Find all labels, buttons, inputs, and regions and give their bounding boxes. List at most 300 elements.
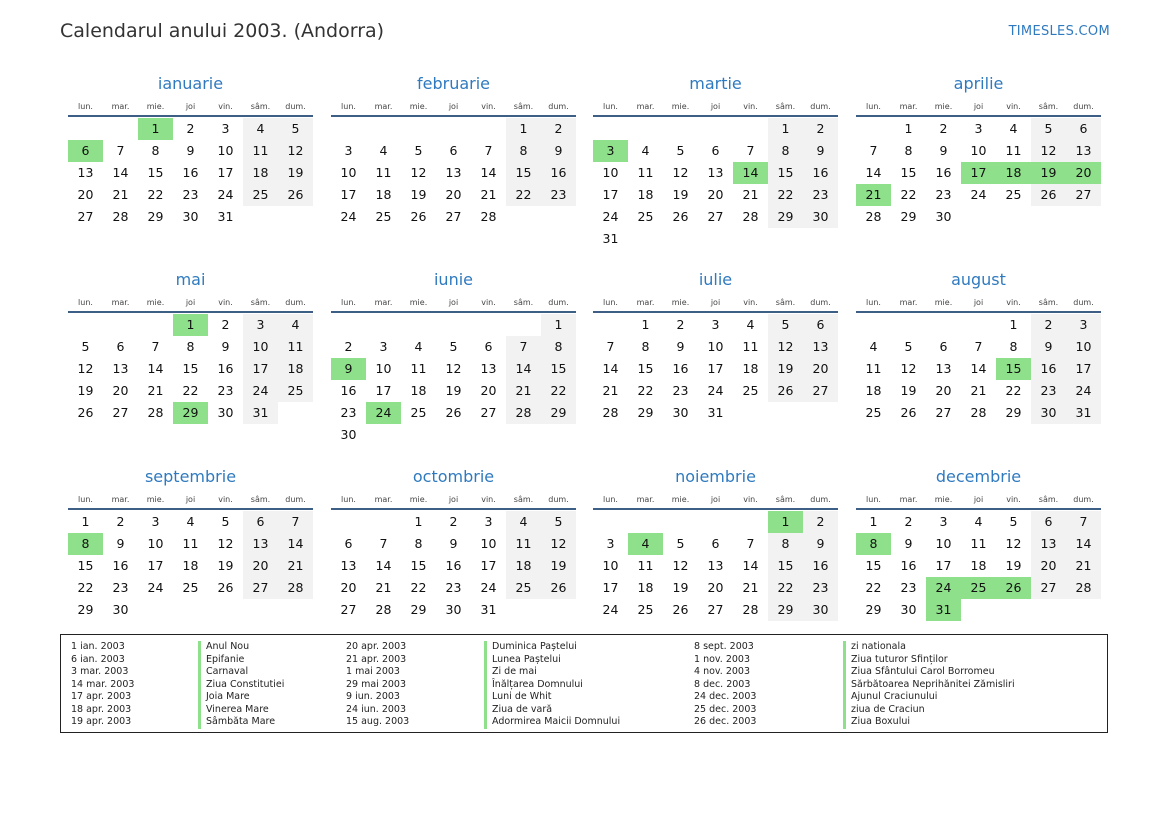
day-cell[interactable]: 17 <box>707 361 724 376</box>
day-cell[interactable]: 24 <box>970 187 987 202</box>
day-cell[interactable]: 14 <box>480 165 497 180</box>
day-cell[interactable]: 14 <box>147 361 164 376</box>
day-cell[interactable]: 16 <box>112 558 129 573</box>
day-cell[interactable]: 28 <box>480 209 497 224</box>
day-cell[interactable]: 28 <box>602 405 619 420</box>
day-cell[interactable]: 16 <box>672 361 689 376</box>
day-cell[interactable]: 22 <box>768 577 803 599</box>
day-cell[interactable]: 8 <box>1009 339 1018 354</box>
day-cell[interactable]: 25 <box>182 580 199 595</box>
day-cell[interactable]: 13 <box>707 165 724 180</box>
day-cell[interactable]: 29 <box>541 402 576 424</box>
day-cell[interactable]: 8 <box>506 140 541 162</box>
day-cell[interactable]: 30 <box>445 602 462 617</box>
day-cell[interactable]: 22 <box>637 383 654 398</box>
day-cell[interactable]: 2 <box>803 511 838 533</box>
day-cell[interactable]: 21 <box>856 184 891 206</box>
day-cell[interactable]: 10 <box>217 143 234 158</box>
day-cell[interactable]: 16 <box>935 165 952 180</box>
day-cell[interactable]: 11 <box>970 536 987 551</box>
day-cell[interactable]: 12 <box>672 165 689 180</box>
day-cell[interactable]: 6 <box>68 140 103 162</box>
day-cell[interactable]: 5 <box>1031 118 1066 140</box>
day-cell[interactable]: 2 <box>803 118 838 140</box>
day-cell[interactable]: 8 <box>68 533 103 555</box>
day-cell[interactable]: 9 <box>221 339 230 354</box>
day-cell[interactable]: 7 <box>484 143 493 158</box>
day-cell[interactable]: 3 <box>711 317 720 332</box>
day-cell[interactable]: 25 <box>243 184 278 206</box>
day-cell[interactable]: 21 <box>742 187 759 202</box>
day-cell[interactable]: 25 <box>637 602 654 617</box>
day-cell[interactable]: 22 <box>865 580 882 595</box>
day-cell[interactable]: 6 <box>711 536 720 551</box>
day-cell[interactable]: 9 <box>803 533 838 555</box>
day-cell[interactable]: 4 <box>641 143 650 158</box>
day-cell[interactable]: 27 <box>1066 184 1101 206</box>
day-cell[interactable]: 3 <box>1066 314 1101 336</box>
day-cell[interactable]: 10 <box>480 536 497 551</box>
day-cell[interactable]: 11 <box>506 533 541 555</box>
day-cell[interactable]: 20 <box>935 383 952 398</box>
day-cell[interactable]: 9 <box>449 536 458 551</box>
day-cell[interactable]: 17 <box>961 162 996 184</box>
day-cell[interactable]: 26 <box>768 380 803 402</box>
day-cell[interactable]: 18 <box>375 187 392 202</box>
day-cell[interactable]: 9 <box>939 143 948 158</box>
day-cell[interactable]: 15 <box>865 558 882 573</box>
day-cell[interactable]: 21 <box>112 187 129 202</box>
day-cell[interactable]: 2 <box>449 514 458 529</box>
day-cell[interactable]: 17 <box>375 383 392 398</box>
day-cell[interactable]: 15 <box>996 358 1031 380</box>
day-cell[interactable]: 24 <box>340 209 357 224</box>
day-cell[interactable]: 18 <box>410 383 427 398</box>
day-cell[interactable]: 20 <box>77 187 94 202</box>
day-cell[interactable]: 27 <box>803 380 838 402</box>
day-cell[interactable]: 15 <box>900 165 917 180</box>
day-cell[interactable]: 15 <box>77 558 94 573</box>
day-cell[interactable]: 27 <box>340 602 357 617</box>
day-cell[interactable]: 24 <box>480 580 497 595</box>
day-cell[interactable]: 3 <box>484 514 493 529</box>
day-cell[interactable]: 6 <box>243 511 278 533</box>
day-cell[interactable]: 4 <box>974 514 983 529</box>
day-cell[interactable]: 2 <box>221 317 230 332</box>
day-cell[interactable]: 6 <box>1066 118 1101 140</box>
day-cell[interactable]: 19 <box>77 383 94 398</box>
day-cell[interactable]: 20 <box>480 383 497 398</box>
day-cell[interactable]: 24 <box>366 402 401 424</box>
day-cell[interactable]: 19 <box>541 555 576 577</box>
day-cell[interactable]: 7 <box>278 511 313 533</box>
day-cell[interactable]: 9 <box>904 536 913 551</box>
day-cell[interactable]: 13 <box>707 558 724 573</box>
day-cell[interactable]: 8 <box>768 533 803 555</box>
day-cell[interactable]: 3 <box>243 314 278 336</box>
day-cell[interactable]: 6 <box>711 143 720 158</box>
day-cell[interactable]: 4 <box>414 339 423 354</box>
day-cell[interactable]: 10 <box>340 165 357 180</box>
day-cell[interactable]: 21 <box>742 580 759 595</box>
day-cell[interactable]: 10 <box>243 336 278 358</box>
day-cell[interactable]: 16 <box>1031 358 1066 380</box>
day-cell[interactable]: 10 <box>602 558 619 573</box>
day-cell[interactable]: 11 <box>410 361 427 376</box>
day-cell[interactable]: 28 <box>742 602 759 617</box>
day-cell[interactable]: 15 <box>147 165 164 180</box>
day-cell[interactable]: 8 <box>541 336 576 358</box>
day-cell[interactable]: 2 <box>344 339 353 354</box>
day-cell[interactable]: 25 <box>865 405 882 420</box>
day-cell[interactable]: 27 <box>480 405 497 420</box>
day-cell[interactable]: 6 <box>449 143 458 158</box>
day-cell[interactable]: 3 <box>221 121 230 136</box>
day-cell[interactable]: 13 <box>243 533 278 555</box>
site-link[interactable]: TIMESLES.COM <box>1008 24 1110 39</box>
day-cell[interactable]: 29 <box>865 602 882 617</box>
day-cell[interactable]: 6 <box>803 314 838 336</box>
day-cell[interactable]: 5 <box>768 314 803 336</box>
day-cell[interactable]: 31 <box>707 405 724 420</box>
day-cell[interactable]: 7 <box>869 143 878 158</box>
day-cell[interactable]: 7 <box>379 536 388 551</box>
day-cell[interactable]: 2 <box>676 317 685 332</box>
day-cell[interactable]: 28 <box>506 402 541 424</box>
day-cell[interactable]: 28 <box>147 405 164 420</box>
day-cell[interactable]: 17 <box>217 165 234 180</box>
day-cell[interactable]: 4 <box>243 118 278 140</box>
day-cell[interactable]: 13 <box>480 361 497 376</box>
day-cell[interactable]: 26 <box>77 405 94 420</box>
day-cell[interactable]: 27 <box>112 405 129 420</box>
day-cell[interactable]: 16 <box>182 165 199 180</box>
day-cell[interactable]: 6 <box>116 339 125 354</box>
day-cell[interactable]: 9 <box>676 339 685 354</box>
day-cell[interactable]: 23 <box>182 187 199 202</box>
day-cell[interactable]: 12 <box>278 140 313 162</box>
day-cell[interactable]: 14 <box>970 361 987 376</box>
day-cell[interactable]: 20 <box>243 555 278 577</box>
day-cell[interactable]: 28 <box>1066 577 1101 599</box>
day-cell[interactable]: 1 <box>506 118 541 140</box>
day-cell[interactable]: 8 <box>186 339 195 354</box>
day-cell[interactable]: 7 <box>151 339 160 354</box>
day-cell[interactable]: 4 <box>628 533 663 555</box>
day-cell[interactable]: 17 <box>602 187 619 202</box>
day-cell[interactable]: 29 <box>900 209 917 224</box>
day-cell[interactable]: 19 <box>900 383 917 398</box>
day-cell[interactable]: 10 <box>935 536 952 551</box>
day-cell[interactable]: 23 <box>803 184 838 206</box>
day-cell[interactable]: 25 <box>278 380 313 402</box>
day-cell[interactable]: 29 <box>637 405 654 420</box>
day-cell[interactable]: 13 <box>1066 140 1101 162</box>
day-cell[interactable]: 26 <box>672 602 689 617</box>
day-cell[interactable]: 1 <box>138 118 173 140</box>
day-cell[interactable]: 4 <box>186 514 195 529</box>
day-cell[interactable]: 1 <box>768 511 803 533</box>
day-cell[interactable]: 19 <box>672 580 689 595</box>
day-cell[interactable]: 26 <box>1031 184 1066 206</box>
day-cell[interactable]: 18 <box>506 555 541 577</box>
day-cell[interactable]: 15 <box>506 162 541 184</box>
day-cell[interactable]: 11 <box>637 165 654 180</box>
day-cell[interactable]: 29 <box>77 602 94 617</box>
day-cell[interactable]: 30 <box>112 602 129 617</box>
day-cell[interactable]: 24 <box>926 577 961 599</box>
day-cell[interactable]: 25 <box>1005 187 1022 202</box>
day-cell[interactable]: 23 <box>1031 380 1066 402</box>
day-cell[interactable]: 19 <box>217 558 234 573</box>
day-cell[interactable]: 31 <box>480 602 497 617</box>
day-cell[interactable]: 13 <box>935 361 952 376</box>
day-cell[interactable]: 20 <box>803 358 838 380</box>
day-cell[interactable]: 16 <box>340 383 357 398</box>
day-cell[interactable]: 19 <box>410 187 427 202</box>
day-cell[interactable]: 27 <box>707 602 724 617</box>
day-cell[interactable]: 27 <box>243 577 278 599</box>
day-cell[interactable]: 12 <box>1005 536 1022 551</box>
day-cell[interactable]: 17 <box>1066 358 1101 380</box>
day-cell[interactable]: 26 <box>541 577 576 599</box>
day-cell[interactable]: 30 <box>803 206 838 228</box>
day-cell[interactable]: 12 <box>900 361 917 376</box>
day-cell[interactable]: 30 <box>672 405 689 420</box>
day-cell[interactable]: 13 <box>803 336 838 358</box>
day-cell[interactable]: 24 <box>602 602 619 617</box>
day-cell[interactable]: 22 <box>506 184 541 206</box>
day-cell[interactable]: 1 <box>414 514 423 529</box>
day-cell[interactable]: 17 <box>480 558 497 573</box>
day-cell[interactable]: 8 <box>641 339 650 354</box>
day-cell[interactable]: 11 <box>865 361 882 376</box>
day-cell[interactable]: 24 <box>707 383 724 398</box>
day-cell[interactable]: 14 <box>1066 533 1101 555</box>
day-cell[interactable]: 23 <box>935 187 952 202</box>
day-cell[interactable]: 11 <box>375 165 392 180</box>
day-cell[interactable]: 27 <box>77 209 94 224</box>
day-cell[interactable]: 5 <box>278 118 313 140</box>
day-cell[interactable]: 3 <box>606 536 615 551</box>
day-cell[interactable]: 16 <box>445 558 462 573</box>
day-cell[interactable]: 1 <box>1009 317 1018 332</box>
day-cell[interactable]: 15 <box>410 558 427 573</box>
day-cell[interactable]: 11 <box>1005 143 1022 158</box>
day-cell[interactable]: 12 <box>217 536 234 551</box>
day-cell[interactable]: 21 <box>1066 555 1101 577</box>
day-cell[interactable]: 26 <box>217 580 234 595</box>
day-cell[interactable]: 14 <box>733 162 768 184</box>
day-cell[interactable]: 12 <box>1031 140 1066 162</box>
day-cell[interactable]: 30 <box>217 405 234 420</box>
day-cell[interactable]: 23 <box>340 405 357 420</box>
day-cell[interactable]: 10 <box>147 536 164 551</box>
day-cell[interactable]: 11 <box>637 558 654 573</box>
day-cell[interactable]: 15 <box>541 358 576 380</box>
day-cell[interactable]: 25 <box>961 577 996 599</box>
day-cell[interactable]: 19 <box>768 358 803 380</box>
day-cell[interactable]: 17 <box>340 187 357 202</box>
day-cell[interactable]: 7 <box>116 143 125 158</box>
day-cell[interactable]: 29 <box>173 402 208 424</box>
day-cell[interactable]: 14 <box>278 533 313 555</box>
day-cell[interactable]: 27 <box>1031 577 1066 599</box>
day-cell[interactable]: 20 <box>707 187 724 202</box>
day-cell[interactable]: 10 <box>970 143 987 158</box>
day-cell[interactable]: 18 <box>243 162 278 184</box>
day-cell[interactable]: 21 <box>375 580 392 595</box>
day-cell[interactable]: 4 <box>1009 121 1018 136</box>
day-cell[interactable]: 28 <box>112 209 129 224</box>
day-cell[interactable]: 3 <box>151 514 160 529</box>
day-cell[interactable]: 14 <box>375 558 392 573</box>
day-cell[interactable]: 29 <box>410 602 427 617</box>
day-cell[interactable]: 9 <box>186 143 195 158</box>
day-cell[interactable]: 23 <box>541 184 576 206</box>
day-cell[interactable]: 13 <box>1031 533 1066 555</box>
day-cell[interactable]: 20 <box>445 187 462 202</box>
day-cell[interactable]: 12 <box>77 361 94 376</box>
day-cell[interactable]: 7 <box>746 143 755 158</box>
day-cell[interactable]: 11 <box>243 140 278 162</box>
day-cell[interactable]: 13 <box>340 558 357 573</box>
day-cell[interactable]: 23 <box>672 383 689 398</box>
day-cell[interactable]: 26 <box>900 405 917 420</box>
day-cell[interactable]: 5 <box>676 143 685 158</box>
day-cell[interactable]: 19 <box>1031 162 1066 184</box>
day-cell[interactable]: 2 <box>904 514 913 529</box>
day-cell[interactable]: 21 <box>480 187 497 202</box>
day-cell[interactable]: 6 <box>1031 511 1066 533</box>
day-cell[interactable]: 6 <box>344 536 353 551</box>
day-cell[interactable]: 14 <box>506 358 541 380</box>
day-cell[interactable]: 29 <box>147 209 164 224</box>
day-cell[interactable]: 19 <box>278 162 313 184</box>
day-cell[interactable]: 14 <box>602 361 619 376</box>
day-cell[interactable]: 1 <box>541 314 576 336</box>
day-cell[interactable]: 26 <box>996 577 1031 599</box>
day-cell[interactable]: 5 <box>541 511 576 533</box>
day-cell[interactable]: 14 <box>742 558 759 573</box>
day-cell[interactable]: 1 <box>768 118 803 140</box>
day-cell[interactable]: 12 <box>768 336 803 358</box>
day-cell[interactable]: 10 <box>1066 336 1101 358</box>
day-cell[interactable]: 15 <box>768 555 803 577</box>
day-cell[interactable]: 10 <box>375 361 392 376</box>
day-cell[interactable]: 30 <box>340 427 357 442</box>
day-cell[interactable]: 5 <box>904 339 913 354</box>
day-cell[interactable]: 13 <box>77 165 94 180</box>
day-cell[interactable]: 3 <box>974 121 983 136</box>
day-cell[interactable]: 12 <box>410 165 427 180</box>
day-cell[interactable]: 16 <box>803 162 838 184</box>
day-cell[interactable]: 11 <box>182 536 199 551</box>
day-cell[interactable]: 26 <box>672 209 689 224</box>
day-cell[interactable]: 9 <box>1031 336 1066 358</box>
day-cell[interactable]: 18 <box>970 558 987 573</box>
day-cell[interactable]: 23 <box>803 577 838 599</box>
day-cell[interactable]: 9 <box>541 140 576 162</box>
day-cell[interactable]: 22 <box>77 580 94 595</box>
day-cell[interactable]: 22 <box>1005 383 1022 398</box>
day-cell[interactable]: 8 <box>151 143 160 158</box>
day-cell[interactable]: 11 <box>278 336 313 358</box>
day-cell[interactable]: 22 <box>900 187 917 202</box>
day-cell[interactable]: 27 <box>445 209 462 224</box>
day-cell[interactable]: 30 <box>182 209 199 224</box>
day-cell[interactable]: 3 <box>593 140 628 162</box>
day-cell[interactable]: 20 <box>112 383 129 398</box>
day-cell[interactable]: 8 <box>856 533 891 555</box>
day-cell[interactable]: 4 <box>746 317 755 332</box>
day-cell[interactable]: 2 <box>1031 314 1066 336</box>
day-cell[interactable]: 18 <box>742 361 759 376</box>
day-cell[interactable]: 31 <box>926 599 961 621</box>
day-cell[interactable]: 31 <box>217 209 234 224</box>
day-cell[interactable]: 3 <box>939 514 948 529</box>
day-cell[interactable]: 26 <box>410 209 427 224</box>
day-cell[interactable]: 5 <box>414 143 423 158</box>
day-cell[interactable]: 22 <box>147 187 164 202</box>
day-cell[interactable]: 30 <box>935 209 952 224</box>
day-cell[interactable]: 22 <box>541 380 576 402</box>
day-cell[interactable]: 14 <box>112 165 129 180</box>
day-cell[interactable]: 23 <box>112 580 129 595</box>
day-cell[interactable]: 24 <box>243 380 278 402</box>
day-cell[interactable]: 5 <box>676 536 685 551</box>
day-cell[interactable]: 2 <box>186 121 195 136</box>
day-cell[interactable]: 8 <box>904 143 913 158</box>
day-cell[interactable]: 23 <box>900 580 917 595</box>
day-cell[interactable]: 1 <box>904 121 913 136</box>
day-cell[interactable]: 18 <box>278 358 313 380</box>
day-cell[interactable]: 16 <box>217 361 234 376</box>
day-cell[interactable]: 15 <box>768 162 803 184</box>
day-cell[interactable]: 17 <box>243 358 278 380</box>
day-cell[interactable]: 13 <box>445 165 462 180</box>
day-cell[interactable]: 21 <box>147 383 164 398</box>
day-cell[interactable]: 28 <box>865 209 882 224</box>
day-cell[interactable]: 9 <box>331 358 366 380</box>
day-cell[interactable]: 18 <box>996 162 1031 184</box>
day-cell[interactable]: 7 <box>606 339 615 354</box>
day-cell[interactable]: 26 <box>445 405 462 420</box>
day-cell[interactable]: 17 <box>602 580 619 595</box>
day-cell[interactable]: 20 <box>707 580 724 595</box>
day-cell[interactable]: 3 <box>344 143 353 158</box>
day-cell[interactable]: 4 <box>869 339 878 354</box>
day-cell[interactable]: 12 <box>672 558 689 573</box>
day-cell[interactable]: 16 <box>803 555 838 577</box>
day-cell[interactable]: 25 <box>375 209 392 224</box>
day-cell[interactable]: 11 <box>742 339 759 354</box>
day-cell[interactable]: 14 <box>865 165 882 180</box>
day-cell[interactable]: 21 <box>970 383 987 398</box>
day-cell[interactable]: 21 <box>278 555 313 577</box>
day-cell[interactable]: 5 <box>1009 514 1018 529</box>
day-cell[interactable]: 22 <box>768 184 803 206</box>
day-cell[interactable]: 6 <box>939 339 948 354</box>
day-cell[interactable]: 25 <box>506 577 541 599</box>
day-cell[interactable]: 28 <box>375 602 392 617</box>
day-cell[interactable]: 8 <box>768 140 803 162</box>
day-cell[interactable]: 6 <box>484 339 493 354</box>
day-cell[interactable]: 19 <box>672 187 689 202</box>
day-cell[interactable]: 5 <box>449 339 458 354</box>
day-cell[interactable]: 29 <box>768 599 803 621</box>
day-cell[interactable]: 25 <box>410 405 427 420</box>
